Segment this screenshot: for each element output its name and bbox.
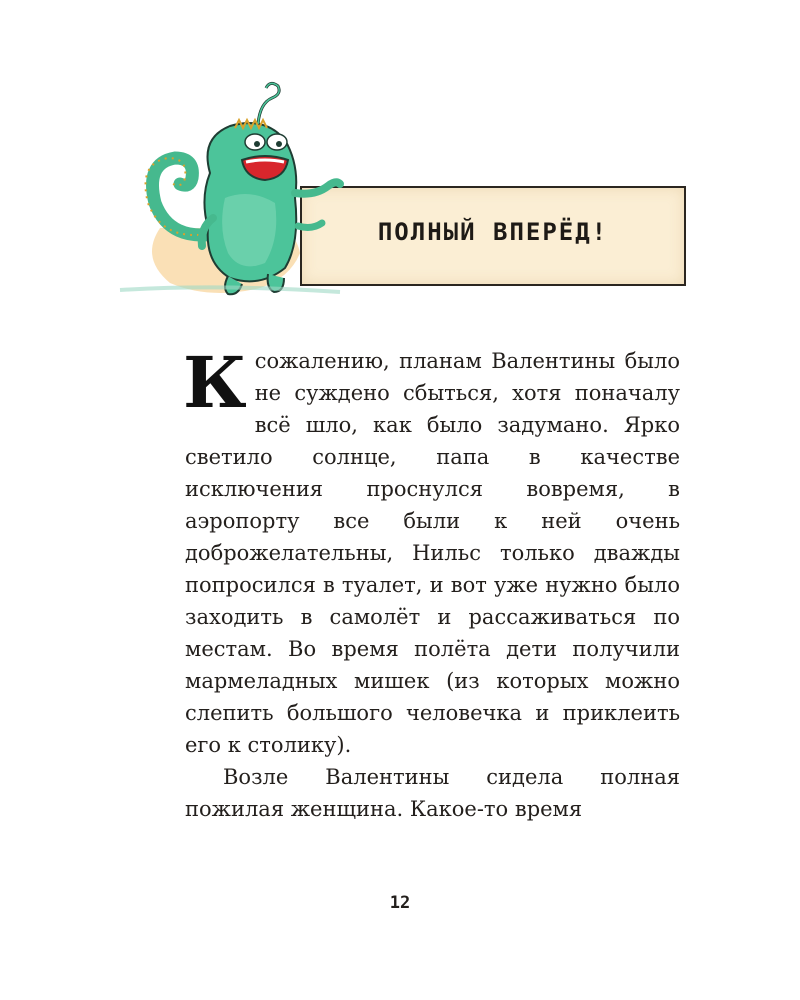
story-text: [183, 341, 680, 825]
page-number: 12: [389, 893, 411, 913]
paragraph-1-text: сожалению, планам Валентины было не суждено сбыться, хотя поначалу всё шло, как было задумано. Ярко светило солнце, папа в качестве исключения проснулся вовремя, в аэропорту все были к ней очень доброжелательны, Нильс только дважды попросился в туалет, и вот уже нужно было заходить в самолёт и рассаживаться по местам. Во время полёта дети получили мармеладных мишек (из которых можно слепить большого человечка и приклеить его к столику).: [185, 349, 680, 757]
drop-cap: К: [183, 341, 247, 424]
chapter-header: [0, 0, 800, 320]
green-monster-illustration: [100, 78, 370, 302]
paragraph-1: [183, 341, 680, 761]
paragraph-2: Возле Валентины сидела полная пожилая женщина. Какое-то время: [185, 765, 680, 821]
chapter-title: ПОЛНЫЙ ВПЕРЁД!: [377, 218, 609, 246]
